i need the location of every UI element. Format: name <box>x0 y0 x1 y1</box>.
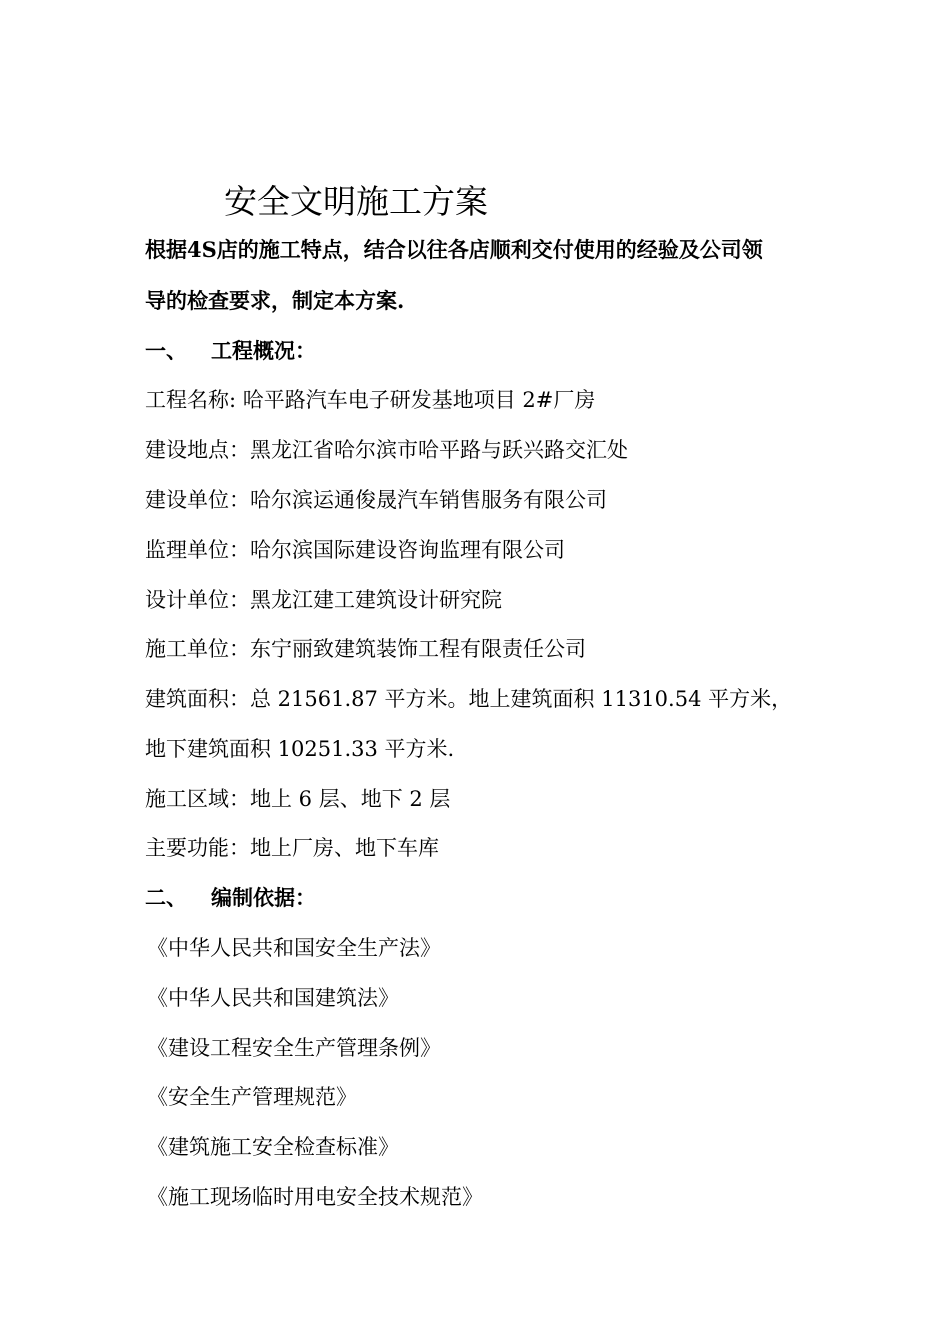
reference-item: 《建设工程安全生产管理条例》 <box>147 1036 441 1060</box>
reference-item: 《安全生产管理规范》 <box>147 1085 357 1109</box>
intro-line-2: 导的检查要求，制定本方案. <box>145 288 405 313</box>
reference-item: 《建筑施工安全检查标准》 <box>147 1135 399 1159</box>
designer-line: 设计单位：黑龙江建工建筑设计研究院 <box>145 588 502 612</box>
contractor-line: 施工单位：东宁丽致建筑装饰工程有限责任公司 <box>145 637 586 661</box>
section-label: 工程概况： <box>211 338 316 363</box>
owner-line: 建设单位：哈尔滨运通俊晟汽车销售服务有限公司 <box>145 488 607 512</box>
section-label: 编制依据： <box>211 885 316 910</box>
reference-item: 《中华人民共和国安全生产法》 <box>147 936 441 960</box>
section-heading-basis <box>145 883 316 913</box>
supervisor-line: 监理单位：哈尔滨国际建设咨询监理有限公司 <box>145 538 565 562</box>
location-line: 建设地点：黑龙江省哈尔滨市哈平路与跃兴路交汇处 <box>145 438 628 462</box>
section-heading-overview <box>145 336 316 366</box>
section-number: 二、 <box>145 885 187 910</box>
intro-line-1: 根据4S店的施工特点，结合以往各店顺利交付使用的经验及公司领 <box>145 237 763 262</box>
function-line: 主要功能：地上厂房、地下车库 <box>145 836 439 860</box>
area-line-1: 建筑面积：总 21561.87 平方米。地上建筑面积 11310.54 平方米， <box>145 687 793 711</box>
area-line-2: 地下建筑面积 10251.33 平方米. <box>145 737 455 761</box>
project-name-line: 工程名称: 哈平路汽车电子研发基地项目 2#厂房 <box>145 388 596 412</box>
section-number: 一、 <box>145 338 187 363</box>
reference-item: 《施工现场临时用电安全技术规范》 <box>147 1185 483 1209</box>
reference-item: 《中华人民共和国建筑法》 <box>147 986 399 1010</box>
document-title: 安全文明施工方案 <box>224 182 488 221</box>
zone-line: 施工区域：地上 6 层、地下 2 层 <box>145 787 451 811</box>
